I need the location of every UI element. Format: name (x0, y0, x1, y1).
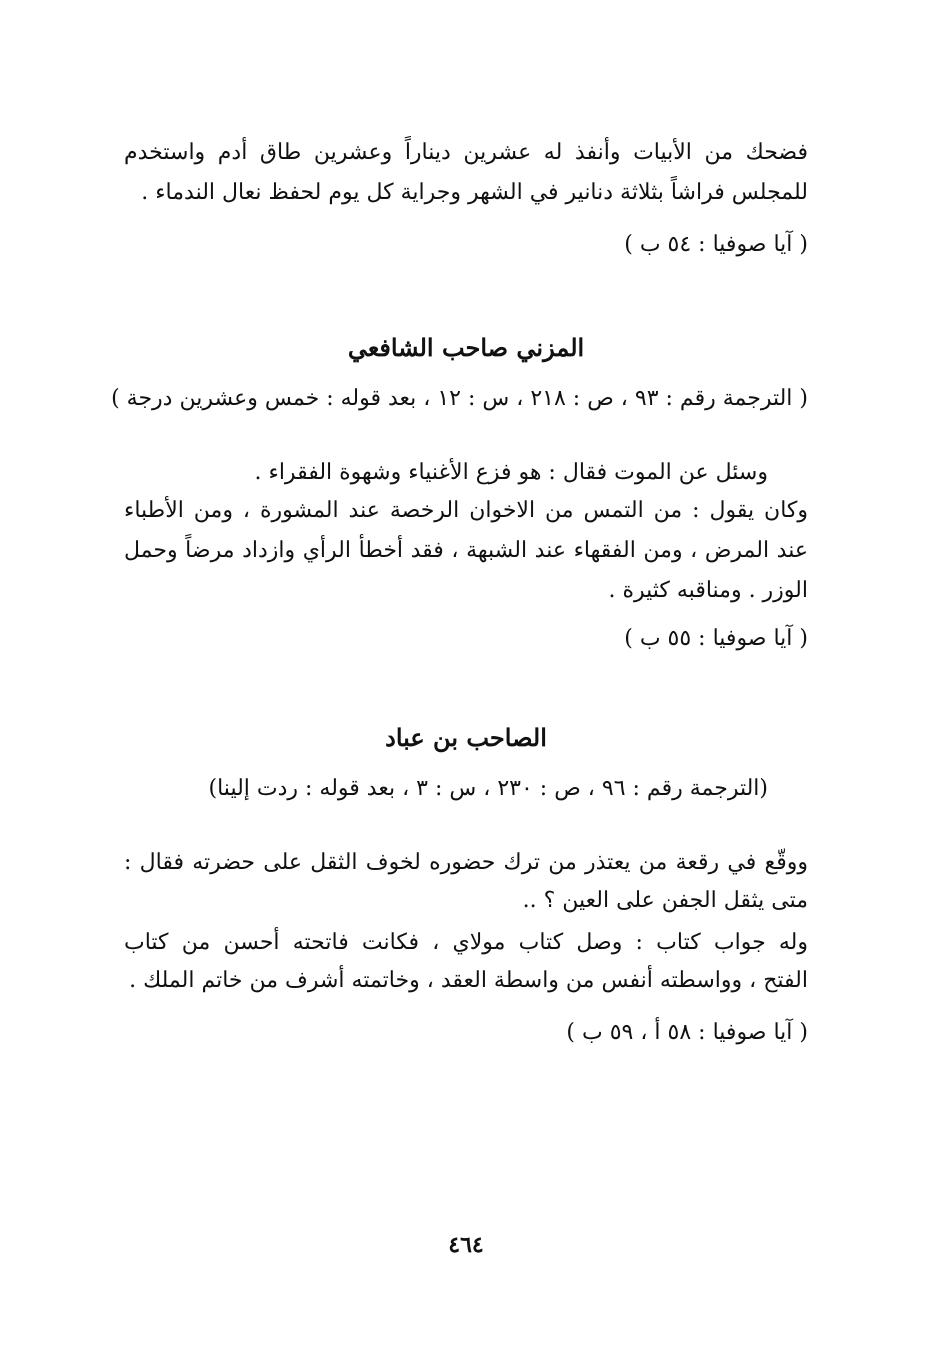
paragraph-line: الوزر . ومناقبه كثيرة . (608, 578, 808, 603)
paragraph-line: ووقّع في رقعة من يعتذر من ترك حضوره لخوف الثقل على حضرته فقال : (124, 850, 808, 875)
translation-reference: (الترجمة رقم : ٩٦ ، ص : ٢٣٠ ، س : ٣ ، بعد قوله : ردت إلينا) (208, 776, 768, 801)
translation-reference: ( الترجمة رقم : ٩٣ ، ص : ٢١٨ ، س : ١٢ ، بعد قوله : خمس وعشرين درجة ) (111, 386, 808, 411)
section-title: المزني صاحب الشافعي (347, 333, 585, 362)
paragraph-line: للمجلس فراشاً بثلاثة دنانير في الشهر وجراية كل يوم لحفظ نعال الندماء . (141, 180, 808, 205)
section-title: الصاحب بن عباد (385, 723, 547, 752)
page-number: ٤٦٤ (448, 1232, 484, 1258)
paragraph-line: الفتح ، وواسطته أنفس من واسطة العقد ، وخاتمته أشرف من خاتم الملك . (129, 968, 808, 993)
paragraph-line: عند المرض ، ومن الفقهاء عند الشبهة ، فقد أخطأ الرأي وازداد مرضاً وحمل (124, 538, 808, 563)
source-reference: ( آيا صوفيا : ٥٤ ب ) (624, 232, 808, 257)
paragraph-line: متى يثقل الجفن على العين ؟ .. (522, 888, 808, 913)
source-reference: ( آيا صوفيا : ٥٨ أ ، ٥٩ ب ) (566, 1020, 808, 1045)
paragraph-line: فضحك من الأبيات وأنفذ له عشرين ديناراً وعشرين طاق أدم واستخدم (124, 140, 808, 165)
paragraph-line: وسئل عن الموت فقال : هو فزع الأغنياء وشهوة الفقراء . (254, 460, 768, 485)
source-reference: ( آيا صوفيا : ٥٥ ب ) (624, 626, 808, 651)
paragraph-line: وله جواب كتاب : وصل كتاب مولاي ، فكانت فاتحته أحسن من كتاب (124, 930, 808, 955)
paragraph-line: وكان يقول : من التمس من الاخوان الرخصة عند المشورة ، ومن الأطباء (124, 498, 808, 523)
